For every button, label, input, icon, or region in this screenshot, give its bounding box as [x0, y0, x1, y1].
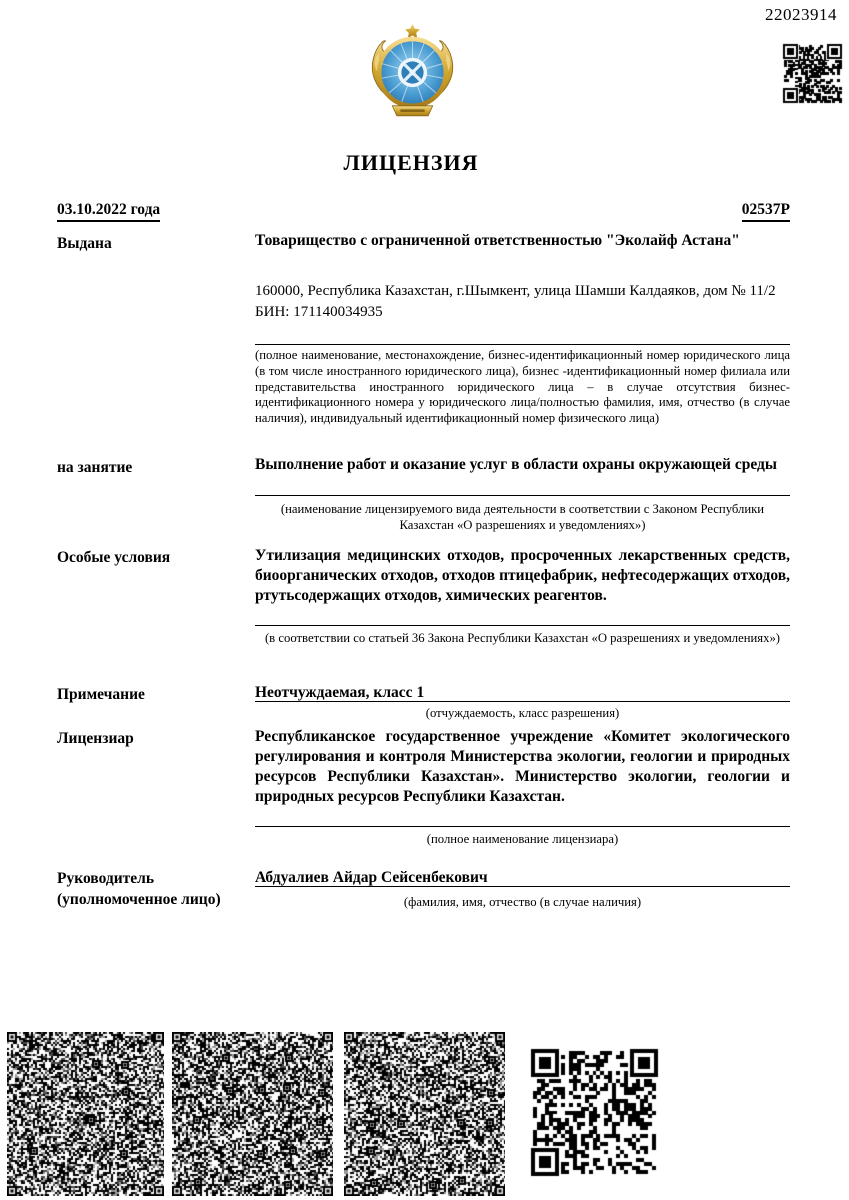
issued-to-address: 160000, Республика Казахстан, г.Шымкент, улица Шамши Калдаяков, дом № 11/2 [255, 283, 776, 299]
licensor-footnote: (полное наименование лицензиара) [426, 832, 619, 846]
qr-code-icon [782, 43, 843, 104]
issued-to-bin: БИН: 171140034935 [255, 304, 383, 320]
data-barcode-icon [172, 1032, 333, 1196]
note-footnote: (отчуждаемость, класс разрешения) [425, 706, 620, 720]
activity-label: на занятие [57, 459, 133, 476]
registration-number: 22023914 [765, 5, 837, 24]
kazakhstan-coat-of-arms-icon [366, 23, 459, 126]
head-value: Абдуалиев Айдар Сейсенбекович [255, 868, 790, 887]
data-barcode-icon [7, 1032, 164, 1196]
head-label: Руководитель (уполномоченное лицо) [57, 870, 221, 908]
issued-to-value: Товарищество с ограниченной ответственностью "Эколайф Астана" [255, 232, 740, 249]
issued-to-footnote: (полное наименование, местонахождение, бизнес-идентификационный номер юридического лица (в том числе иностранного юридического лица), бизнес -идентификационный номер филиала или представительства иностранного юридического лица – в случае отсутствия бизнес-идентификационного номера у юридического лица/полностью фамилия, имя, отчество (в случае наличия), индивидуальный идентификационный номер физического лица) [255, 348, 790, 426]
document-title: ЛИЦЕНЗИЯ [343, 150, 479, 175]
license-number: 02537P [742, 201, 790, 222]
special-conditions-value: Утилизация медицинских отходов, просроченных лекарственных средств, биоорганических отходов, отходов птицефабрик, нефтесодержащих отходов, ртутьсодержащих отходов, химических реагентов. [255, 546, 790, 626]
licensor-value: Республиканское государственное учреждение «Комитет экологического регулирования и контроля Министерства экологии, геологии и природных ресурсов Республики Казахстан». Министерство экологии, геологии и природных ресурсов Республики Казахстан. [255, 727, 790, 827]
issued-to-address-block [255, 281, 790, 345]
licensor-label: Лицензиар [57, 730, 134, 747]
note-value: Неотчуждаемая, класс 1 [255, 683, 790, 702]
note-label: Примечание [57, 686, 145, 703]
qr-code-icon [529, 1047, 660, 1178]
activity-value: Выполнение работ и оказание услуг в области охраны окружающей среды [255, 455, 790, 496]
data-barcode-icon [344, 1032, 505, 1196]
head-footnote: (фамилия, имя, отчество (в случае наличия) [403, 895, 642, 909]
activity-footnote: (наименование лицензируемого вида деятельности в соответствии с Законом Республики Казахстан «О разрешениях и уведомлениях») [280, 502, 765, 532]
special-conditions-label: Особые условия [57, 549, 171, 566]
issued-to-label: Выдана [57, 235, 112, 252]
special-conditions-footnote: (в соответствии со статьей 36 Закона Республики Казахстан «О разрешениях и уведомлениях») [264, 631, 781, 645]
issue-date: 03.10.2022 года [57, 201, 160, 222]
